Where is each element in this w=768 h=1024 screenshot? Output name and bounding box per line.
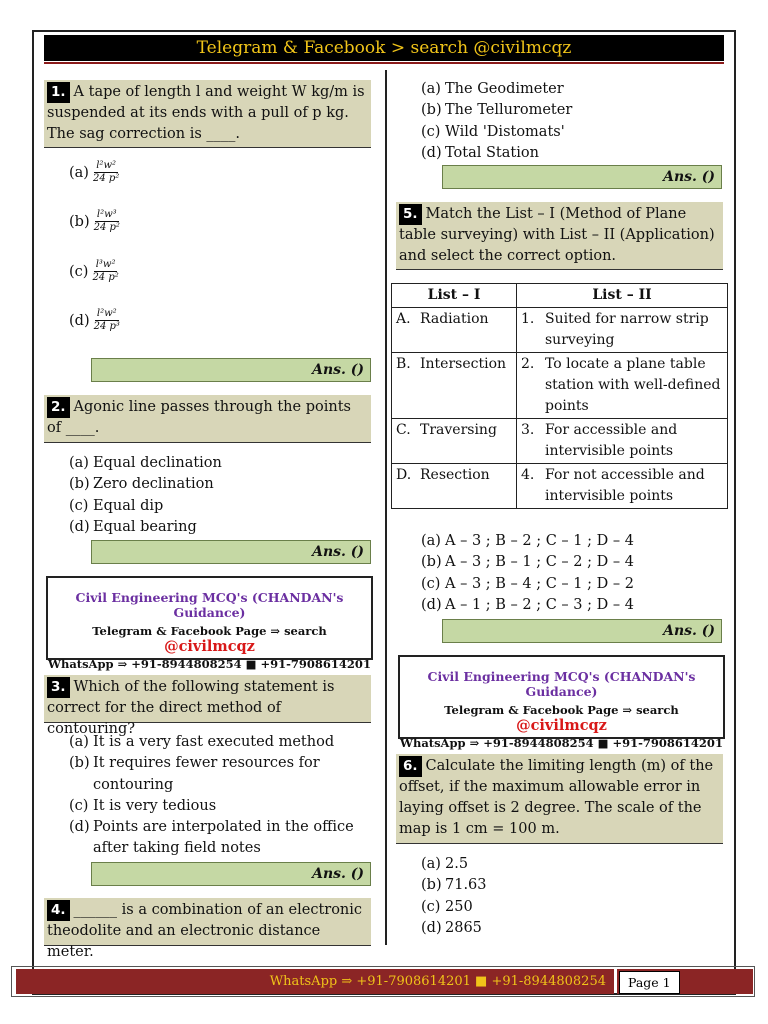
footer-contact: WhatsApp ⇒ +91-7908614201 ■ +91-8944808254 (16, 969, 614, 994)
answer-bar: Ans. () (91, 358, 371, 382)
option-d: (d) Equal bearing (69, 518, 197, 535)
numerator: l²w² (96, 308, 117, 319)
question-number: 1. (47, 82, 70, 103)
question-number: 4. (47, 900, 70, 921)
option-d (69, 308, 120, 333)
fraction (94, 308, 120, 333)
question-3-options (69, 732, 369, 860)
option-a (69, 160, 119, 185)
numerator: l²w² (96, 160, 117, 171)
question-number: 6. (399, 756, 422, 777)
promo-box (46, 576, 373, 671)
option-label: (a) (69, 164, 89, 181)
option-a: (a) 2.5 (421, 856, 469, 872)
option-a: (a) It is a very fast executed method (69, 734, 335, 750)
answer-bar: Ans. () (91, 862, 371, 886)
answer-bar: Ans. () (442, 165, 722, 189)
promo-title: Civil Engineering MCQ's (CHANDAN's Guidance) (427, 669, 696, 699)
question-6-options (421, 854, 721, 939)
option-label: (c) (69, 263, 89, 280)
question-5-options (421, 531, 721, 616)
question-text: A tape of length l and weight W kg/m is suspended at its ends with a pull of p kg. The sag correction is ____. (47, 84, 365, 142)
option-c: (c) A – 3 ; B – 4 ; C – 1 ; D – 2 (421, 575, 634, 592)
table-header-list-1: List – I (392, 284, 517, 308)
promo-whatsapp: WhatsApp ⇒ +91-8944808254 ■ +91-7908614201 (48, 657, 371, 671)
question-text: ______ is a combination of an electronic theodolite and an electronic distance meter. (47, 902, 363, 960)
option-b: (b) Zero declination (69, 476, 214, 493)
table-header-row (392, 284, 728, 308)
option-b: (b) 71.63 (421, 877, 487, 894)
question-6 (396, 754, 723, 844)
option-c (69, 259, 119, 284)
option-label: (d) (69, 312, 90, 329)
option-a: (a) A – 3 ; B – 2 ; C – 1 ; D – 4 (421, 533, 634, 549)
question-2-options (69, 453, 369, 538)
fraction (94, 209, 120, 234)
denominator: 24 p² (92, 173, 120, 184)
table-row: B. Intersection 2. To locate a plane table station with well-defined points (392, 353, 728, 419)
promo-whatsapp: WhatsApp ⇒ +91-8944808254 ■ +91-7908614201 (400, 736, 723, 750)
option-d: (d) A – 1 ; B – 2 ; C – 3 ; D – 4 (421, 596, 634, 613)
option-a: (a) The Geodimeter (421, 81, 564, 97)
table-header-list-2: List – II (517, 284, 728, 308)
question-text: Agonic line passes through the points of ____. (47, 399, 351, 436)
option-c: (c) Wild 'Distomats' (421, 123, 565, 140)
page-number-box (617, 969, 753, 994)
answer-bar: Ans. () (442, 619, 722, 643)
numerator: l²w³ (96, 209, 117, 220)
question-1 (44, 80, 371, 148)
column-divider (385, 70, 387, 945)
option-c: (c) 250 (421, 898, 473, 915)
option-b: (b) The Tellurometer (421, 102, 573, 119)
option-b: (b) It requires fewer resources for contouring (69, 755, 320, 793)
option-b: (b) A – 3 ; B – 1 ; C – 2 ; D – 4 (421, 554, 634, 571)
option-label: (b) (69, 213, 90, 230)
promo-box (398, 655, 725, 750)
question-5 (396, 202, 723, 270)
option-b (69, 209, 120, 234)
question-2 (44, 395, 371, 443)
banner-rule (44, 62, 724, 64)
question-text: Calculate the limiting length (m) of the offset, if the maximum allowable error in laying offset is 2 degree. The scale of the map is 1 cm = 100 m. (399, 758, 714, 837)
option-d: (d) Points are interpolated in the office after taking field notes (69, 819, 354, 857)
table-row: A. Radiation 1. Suited for narrow strip surveying (392, 308, 728, 353)
question-3 (44, 675, 371, 737)
answer-bar: Ans. () (91, 540, 371, 564)
denominator: 24 p² (92, 272, 119, 283)
table-row: D. Resection 4. For not accessible and intervisible points (392, 464, 728, 509)
question-number: 3. (47, 677, 70, 698)
question-text: Match the List – I (Method of Plane table surveying) with List – II (Application) and select the correct option. (399, 206, 715, 264)
promo-handle: @civilmcqz (164, 638, 255, 655)
question-4-options (421, 79, 721, 164)
top-banner: Telegram & Facebook > search @civilmcqz (44, 35, 724, 61)
option-c: (c) It is very tedious (69, 797, 217, 814)
question-number: 2. (47, 397, 70, 418)
fraction (93, 160, 119, 185)
question-number: 5. (399, 204, 422, 225)
match-table (391, 283, 728, 509)
fraction (92, 259, 118, 284)
promo-handle: @civilmcqz (516, 717, 607, 734)
question-4 (44, 898, 371, 960)
option-c: (c) Equal dip (69, 497, 164, 514)
table-row: C. Traversing 3. For accessible and intervisible points (392, 419, 728, 464)
promo-telegram: Telegram & Facebook Page ⇒ search @civilmcqz (92, 624, 327, 655)
option-a: (a) Equal declination (69, 455, 222, 471)
denominator: 24 p² (93, 222, 120, 233)
promo-telegram: Telegram & Facebook Page ⇒ search @civilmcqz (444, 703, 679, 734)
page-number: Page 1 (619, 971, 680, 994)
denominator: 24 p³ (93, 321, 120, 332)
option-d: (d) 2865 (421, 919, 482, 936)
numerator: l³w² (95, 259, 116, 270)
promo-title: Civil Engineering MCQ's (CHANDAN's Guidance) (75, 590, 344, 620)
option-d: (d) Total Station (421, 144, 539, 161)
question-text: Which of the following statement is correct for the direct method of contouring? (47, 679, 335, 737)
